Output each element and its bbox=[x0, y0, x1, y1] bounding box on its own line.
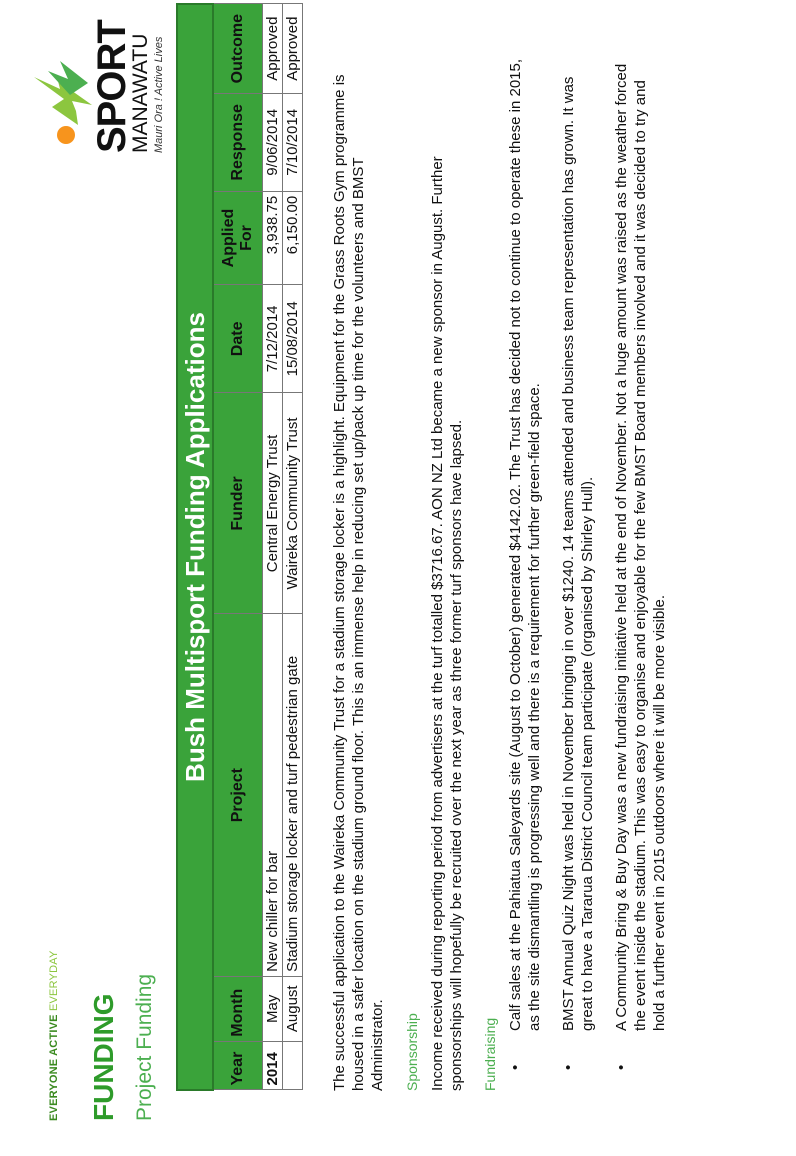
cell-month: May bbox=[263, 976, 283, 1041]
bullet-icon: • bbox=[613, 1064, 630, 1070]
cell-project: New chiller for bar bbox=[263, 614, 283, 976]
logo-sport-text: SPORT bbox=[90, 20, 134, 153]
cell-response: 9/06/2014 bbox=[263, 93, 283, 191]
cell-outcome: Approved bbox=[263, 4, 283, 93]
cell-applied: 6,150.00 bbox=[283, 191, 303, 284]
page-title: FUNDING bbox=[88, 993, 119, 1121]
fundraising-list bbox=[506, 51, 684, 1091]
table-row bbox=[263, 4, 283, 1090]
sponsorship-paragraph: Income received during reporting period from advertisers at the turf totalled $3716.67. AON NZ Ltd became a new sponsor in August. Further sponsorships will hopefully be recruited over the next year as three former turf sponsors have lapsed. bbox=[429, 156, 465, 1091]
page-subtitle: Project Funding bbox=[133, 973, 156, 1121]
list-item bbox=[559, 51, 597, 1091]
table-title-row bbox=[177, 4, 213, 1090]
cell-funder: Central Energy Trust bbox=[263, 393, 283, 614]
cell-applied: 3,938.75 bbox=[263, 191, 283, 284]
cell-project: Stadium storage locker and turf pedestrian gate bbox=[283, 614, 303, 976]
cell-funder: Waireka Community Trust bbox=[283, 393, 303, 614]
list-item-text: BMST Annual Quiz Night was held in November bringing in over $1240. 14 teams attended and business team representation has grown. It was great to have a Tararua District Council team participate (organised by Shirley Hull). bbox=[560, 76, 596, 1031]
list-item-text: Calf sales at the Pahiatua Saleyards site (August to October) generated $4142.02. The Trust has decided not to continue to operate these in 2015, as the site dismantling is progressing well and there is a requirement for further green-field space. bbox=[507, 58, 543, 1031]
cell-year: 2014 bbox=[263, 1041, 283, 1090]
list-item bbox=[506, 51, 544, 1091]
list-item-text: A Community Bring & Buy Day was a new fundraising initiative held at the end of November. Not a huge amount was raised as the weather forced the event inside the stadium. This was easy to organise and enjoyable for the few BMST Board members involved and it was decided to try and hold a further event in 2015 outdoors where it will be more visible. bbox=[613, 63, 668, 1031]
col-outcome: Outcome bbox=[213, 4, 263, 93]
table-title: Bush Multisport Funding Applications bbox=[177, 4, 213, 1090]
tagline-bold: EVERYONE ACTIVE bbox=[48, 1014, 60, 1121]
tagline-light: EVERYDAY bbox=[48, 950, 60, 1012]
cell-date: 15/08/2014 bbox=[283, 285, 303, 393]
funding-table bbox=[176, 3, 303, 1091]
sponsorship-heading: Sponsorship bbox=[404, 1013, 420, 1091]
cell-outcome: Approved bbox=[283, 4, 303, 93]
cell-month: August bbox=[283, 976, 303, 1041]
col-applied: Applied For bbox=[213, 191, 263, 284]
col-year: Year bbox=[213, 1041, 263, 1090]
sport-manawatu-logo bbox=[30, 20, 165, 181]
cell-date: 7/12/2014 bbox=[263, 285, 283, 393]
cell-response: 7/10/2014 bbox=[283, 93, 303, 191]
list-item bbox=[612, 51, 669, 1091]
col-date: Date bbox=[213, 285, 263, 393]
logo-motto-text: Mauri Ora ! Active Lives bbox=[153, 36, 165, 153]
fundraising-heading: Fundraising bbox=[482, 1017, 498, 1091]
table-header-row bbox=[213, 4, 263, 1090]
table-row bbox=[283, 4, 303, 1090]
col-funder: Funder bbox=[213, 393, 263, 614]
bullet-icon: • bbox=[507, 1064, 524, 1070]
cell-year bbox=[283, 1041, 303, 1090]
funding-table-wrapper bbox=[176, 3, 303, 1091]
bullet-icon: • bbox=[560, 1064, 577, 1070]
col-response: Response bbox=[213, 93, 263, 191]
col-project: Project bbox=[213, 614, 263, 976]
intro-paragraph: The successful application to the Waireka Community Trust for a stadium storage locker is a highlight. Equipment for the Grass Roots Gym programme is housed in a safer location on the stadium ground floor. This is an immense help in reducing set up/pack up time for the volunteers and BMST Administrator. bbox=[331, 74, 386, 1091]
col-month: Month bbox=[213, 976, 263, 1041]
tagline bbox=[48, 951, 60, 1121]
logo-manawatu-text: MANAWATU bbox=[129, 33, 152, 153]
